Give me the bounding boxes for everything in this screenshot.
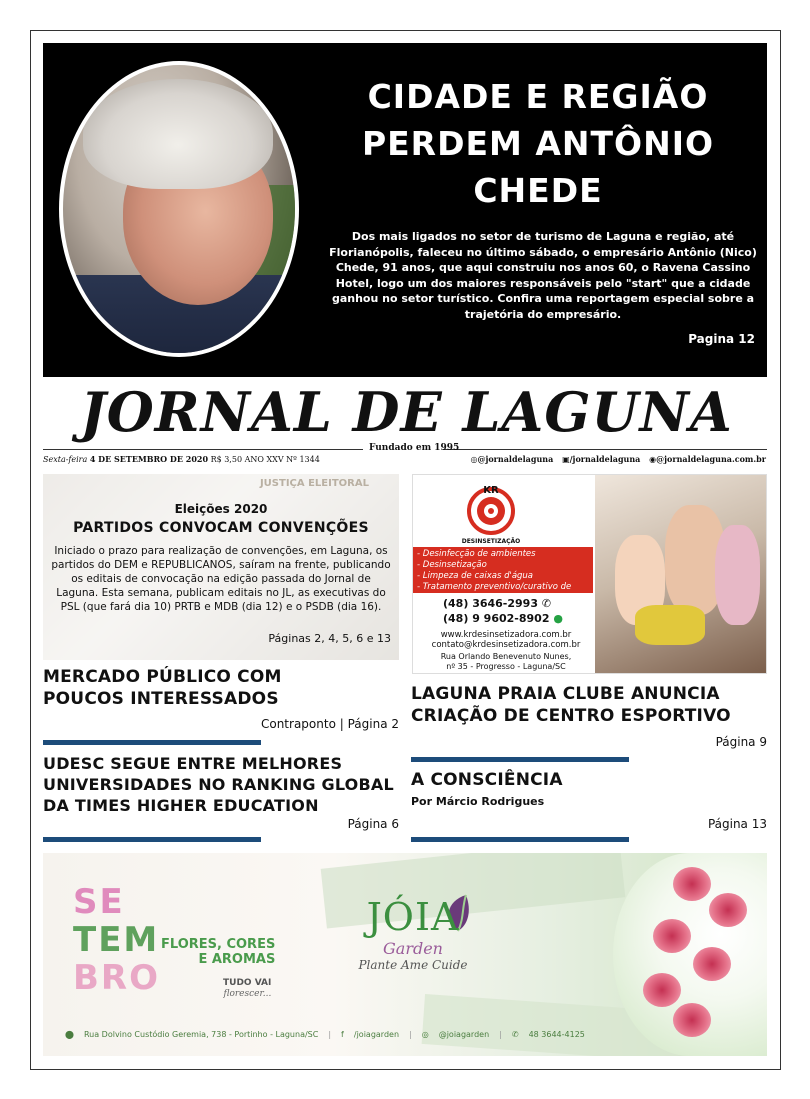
headline-line: UDESC SEGUE ENTRE MELHORES [43,754,343,773]
newspaper-front-page [30,30,781,1070]
udesc-credit: Página 6 [347,817,399,831]
instagram-icon: ◎ [421,1030,429,1039]
founded-year: Fundado em 1995 [369,443,460,453]
hero-lead: Dos mais ligados no setor de turismo de Laguna e região, até Florianópolis, faleceu no último sábado, o empresário Antônio (Nico) Chede, 91 anos, que aqui construiu nos anos 60, o Ravena Cassino Hotel, logo um dos maiores responsáveis pelo "start" que a cidade ganhou no setor turístico. Confira uma reportagem especial sobre a trajetória do empresário. [329,230,757,321]
setembro-bro: BRO [73,958,160,998]
hero-headline-line: CIDADE E REGIÃO [367,77,709,116]
flores-tagline [161,937,275,967]
kr-phone1-text: (48) 3646-2993 [443,597,538,610]
setembro-se: SE [73,882,125,922]
headline-line: LAGUNA PRAIA CLUBE ANUNCIA [411,684,720,704]
kr-email[interactable]: contato@krdesinsetizadora.com.br [431,640,581,650]
divider-bar [411,757,629,762]
joia-garden-logo [313,895,513,972]
masthead-rule-left [43,449,363,450]
mercado-headline[interactable] [43,666,403,710]
hero-headline-line: CHEDE [473,171,603,210]
headline-line: MERCADO PÚBLICO COM [43,667,282,687]
hero-headline [323,73,753,214]
hero-headline-line: PERDEM ANTÔNIO [361,124,715,163]
kr-phone2-text: (48) 9 9602-8902 [443,612,550,625]
elections-headline: PARTIDOS CONVOCAM CONVENÇÕES [73,520,369,536]
facebook-icon: f [341,1030,344,1039]
kr-target-logo-icon [461,481,521,547]
garden-phone: 48 3644-4125 [528,1030,585,1039]
florescer-text: florescer... [223,989,272,999]
setembro-tem: TEM [73,920,160,960]
tudo-vai-florescer [223,978,271,1000]
garden-address: Rua Dolvino Custódio Geremia, 738 - Portinho - Laguna/SC [83,1030,319,1039]
instagram-handle[interactable]: ◎@jornaldelaguna [470,454,554,464]
clube-credit: Página 9 [715,735,767,749]
kr-service-item: - Desinfecção de ambientes [417,549,536,559]
phone-icon: ✆ [511,1030,519,1039]
family-photo [595,475,767,674]
masthead [31,379,782,445]
kr-phone-mobile [443,612,563,625]
elections-story-box[interactable] [43,474,399,660]
hero-obituary-banner [43,43,767,377]
kr-address [421,652,591,671]
headline-line: CRIAÇÃO DE CENTRO ESPORTIVO [411,706,731,726]
brand-sub: Garden [383,939,443,958]
mercado-credit: Contraponto | Página 2 [260,717,399,731]
hero-page-ref: Pagina 12 [688,332,755,346]
garden-contact-bar: ⬤ Rua Dolvino Custódio Geremia, 738 - Portinho - Laguna/SC | f /joiagarden | ◎ @joiagarden | ✆ 48 3644-4125 [65,1030,585,1039]
newspaper-title: JORNAL DE LAGUNA [80,380,733,444]
elections-pages: Páginas 2, 4, 5, 6 e 13 [268,632,391,645]
kr-services-list [413,547,593,603]
kr-desinsetizacao-ad[interactable] [412,474,767,674]
udesc-headline[interactable] [43,753,413,816]
kr-service-item: - Limpeza de caixas d'água [417,571,534,581]
divider-bar [43,740,261,745]
website-link[interactable]: ◉@jornaldelaguna.com.br [649,454,766,464]
clube-headline[interactable] [411,683,771,727]
tudo-vai-text: TUDO VAI [223,978,272,988]
whatsapp-icon: ● [553,612,563,625]
kr-service-item: - Desinsetização [417,560,487,570]
brand-name: JÓIA [366,895,460,939]
headline-line: DA TIMES HIGHER EDUCATION [43,796,319,815]
kr-contacts [421,630,591,650]
phone-icon: ✆ [541,597,552,610]
location-pin-icon: ⬤ [65,1030,74,1039]
price-issue: R$ 3,50 ANO XXV Nº 1344 [210,455,320,464]
headline-line: UNIVERSIDADES NO RANKING GLOBAL [43,775,394,794]
brand-slogan: Plante Ame Cuide [358,958,468,972]
issue-date: 4 DE SETEMBRO DE 2020 [89,454,209,464]
consciencia-byline: Por Márcio Rodrigues [411,795,545,808]
instagram-text: @jornaldelaguna [477,454,554,464]
garden-instagram[interactable]: @joiagarden [438,1030,490,1039]
consciencia-headline[interactable]: A CONSCIÊNCIA [411,770,563,790]
flores-line: E AROMAS [198,952,276,967]
kr-address-line: Rua Orlando Benevenuto Nunes, [440,652,572,661]
kr-service-item: - Tratamento preventivo/curativo de cupim [417,582,572,603]
electoral-tag: JUSTIÇA ELEITORAL [259,478,369,489]
orchid-illustration [613,853,767,1056]
garden-facebook[interactable]: /joiagarden [353,1030,400,1039]
setembro-wordmark [73,883,160,997]
dateline [43,454,320,464]
elections-kicker: Eleições 2020 [174,502,268,516]
social-links [464,454,766,464]
elections-body: Iniciado o prazo para realização de convenções, em Laguna, os partidos do DEM e REPUBLICANOS, saíram na frente, publicando os editais de convocação na edição passada do Jornal de Laguna. Esta semana, publicam editais no JL, as executivas do PSL (que fará dia 10) PRTB e MDB (dia 12) e o PSDB (dia 16). [51,545,391,613]
facebook-handle[interactable]: ▣/jornaldelaguna [562,454,641,464]
divider-bar [411,837,629,842]
kr-phone-landline [443,597,551,610]
svg-text:DESINSETIZAÇÃO: DESINSETIZAÇÃO [461,538,521,545]
website-text: @jornaldelaguna.com.br [656,454,766,464]
joia-garden-ad[interactable] [43,853,767,1056]
headline-line: POUCOS INTERESSADOS [43,689,279,709]
masthead-rule-right [443,449,767,450]
divider-bar [43,837,261,842]
kr-address-line: nº 35 - Progresso - Laguna/SC [446,661,566,671]
flores-line: FLORES, CORES [161,937,276,952]
facebook-text: /jornaldelaguna [569,454,641,464]
portrait-photo [59,61,299,357]
consciencia-credit: Página 13 [707,817,767,831]
weekday: Sexta-feira [43,455,88,464]
kr-website[interactable]: www.krdesinsetizadora.com.br [440,630,572,640]
svg-text:KR: KR [483,485,499,496]
